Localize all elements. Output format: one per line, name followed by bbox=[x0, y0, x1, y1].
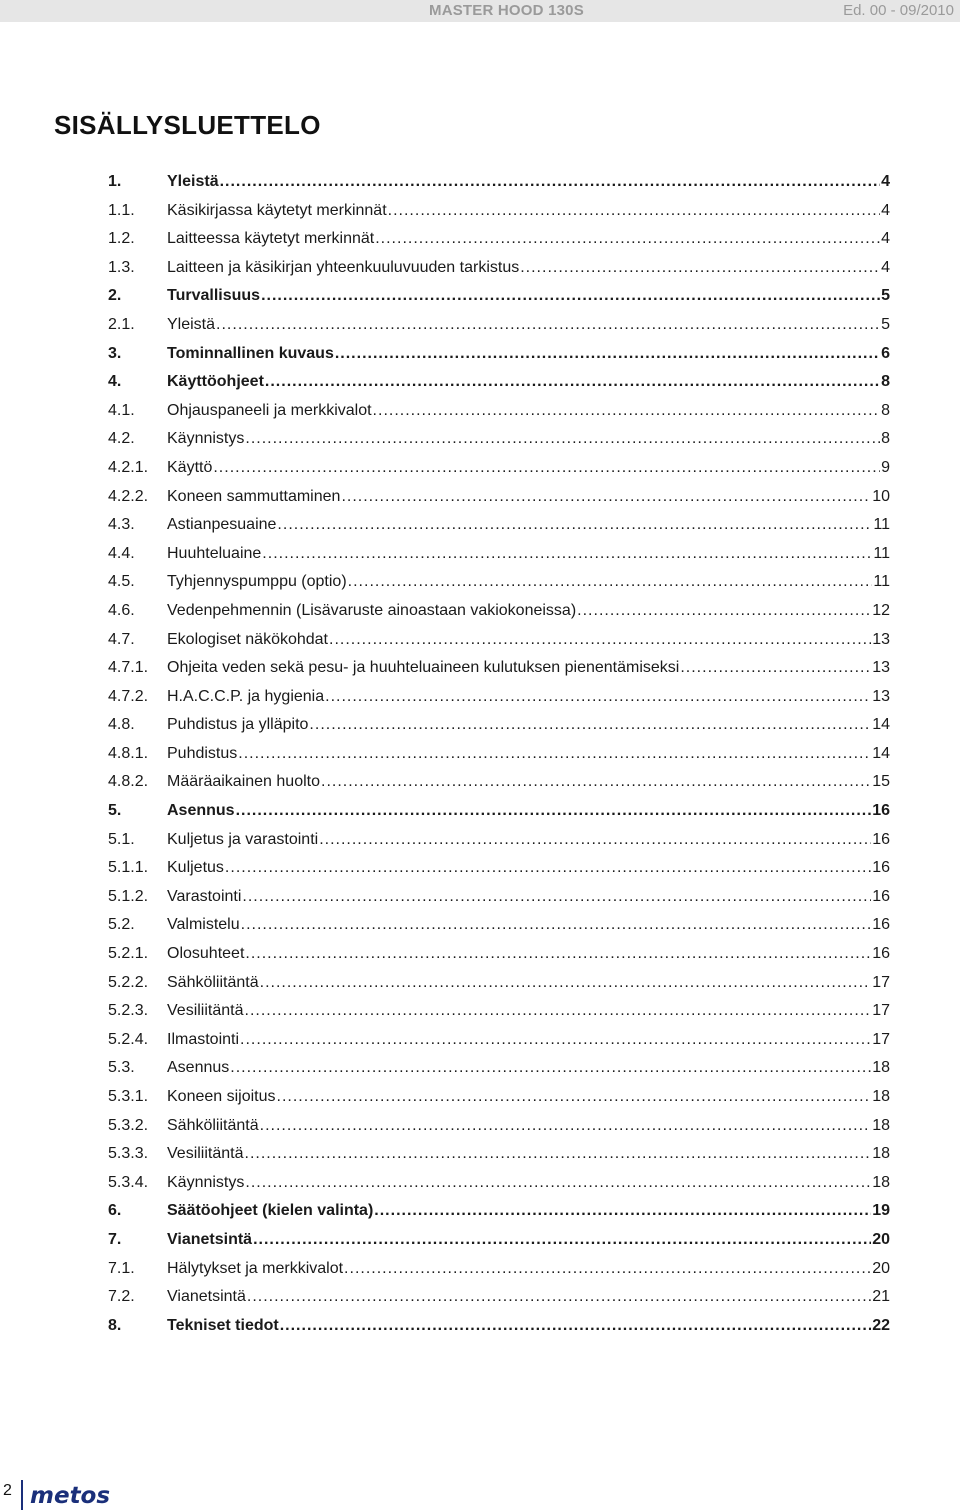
toc-entry-page: 17 bbox=[872, 973, 890, 991]
toc-entry-number: 5.1.2. bbox=[108, 887, 149, 905]
toc-entry[interactable] bbox=[108, 311, 890, 340]
toc-entry[interactable] bbox=[108, 282, 890, 311]
toc-leader-dots bbox=[216, 311, 880, 340]
toc-entry-title: Tominnallinen kuvaus bbox=[167, 344, 334, 362]
page-number: 2 bbox=[3, 1482, 12, 1499]
toc-entry-page: 6 bbox=[881, 344, 890, 362]
toc-entry[interactable] bbox=[108, 969, 890, 998]
toc-entry[interactable] bbox=[108, 540, 890, 569]
toc-entry-page: 16 bbox=[872, 830, 890, 848]
toc-entry-title: Vesiliitäntä bbox=[167, 1002, 244, 1020]
toc-entry[interactable] bbox=[108, 940, 890, 969]
toc-leader-dots bbox=[319, 826, 871, 855]
toc-leader-dots bbox=[240, 1026, 871, 1055]
toc-entry-number: 5.1.1. bbox=[108, 859, 149, 877]
toc-entry-number: 4.7.2. bbox=[108, 687, 149, 705]
toc-entry-number: 2. bbox=[108, 287, 122, 305]
toc-entry-number: 4.5. bbox=[108, 573, 135, 591]
page-header bbox=[0, 0, 960, 22]
edition-label: Ed. 00 - 09/2010 bbox=[843, 2, 954, 19]
toc-entry-number: 5.2.4. bbox=[108, 1030, 149, 1048]
toc-entry-title: Asennus bbox=[167, 1059, 230, 1077]
toc-entry-title: Koneen sammuttaminen bbox=[167, 487, 341, 505]
toc-entry-number: 1.1. bbox=[108, 201, 135, 219]
toc-entry-page: 21 bbox=[872, 1288, 890, 1306]
toc-leader-dots bbox=[680, 654, 871, 683]
toc-leader-dots bbox=[225, 854, 871, 883]
toc-entry-number: 4.7.1. bbox=[108, 659, 149, 677]
toc-entry-page: 14 bbox=[872, 716, 890, 734]
toc-entry-title: Kuljetus bbox=[167, 859, 224, 877]
toc-entry-page: 19 bbox=[872, 1202, 890, 1220]
toc-entry[interactable] bbox=[108, 797, 890, 826]
toc-entry-title: Vianetsintä bbox=[167, 1288, 246, 1306]
toc-entry[interactable] bbox=[108, 254, 890, 283]
toc-entry-page: 9 bbox=[881, 458, 890, 476]
toc-entry-number: 3. bbox=[108, 344, 122, 362]
toc-entry[interactable] bbox=[108, 197, 890, 226]
toc-leader-dots bbox=[277, 511, 872, 540]
toc-entry-title: Varastointi bbox=[167, 887, 242, 905]
toc-leader-dots bbox=[230, 1054, 871, 1083]
toc-leader-dots bbox=[265, 368, 880, 397]
toc-entry-page: 16 bbox=[872, 802, 890, 820]
toc-entry-title: Yleistä bbox=[167, 173, 219, 190]
toc-entry-title: Sähköliitäntä bbox=[167, 1116, 259, 1134]
toc-entry-page: 16 bbox=[872, 945, 890, 963]
toc-entry-number: 4.2.1. bbox=[108, 458, 149, 476]
toc-leader-dots bbox=[335, 340, 880, 369]
toc-entry-title: Valmistelu bbox=[167, 916, 240, 934]
toc-leader-dots bbox=[247, 1283, 871, 1312]
toc-entry[interactable] bbox=[108, 1283, 890, 1312]
toc-entry-number: 4.6. bbox=[108, 601, 135, 619]
toc-entry-page: 20 bbox=[872, 1259, 890, 1277]
toc-entry[interactable] bbox=[108, 654, 890, 683]
toc-entry[interactable] bbox=[108, 1312, 890, 1341]
toc-entry[interactable] bbox=[108, 854, 890, 883]
toc-entry-page: 16 bbox=[872, 916, 890, 934]
toc-leader-dots bbox=[329, 626, 871, 655]
toc-entry-number: 5.2.3. bbox=[108, 1002, 149, 1020]
toc-leader-dots bbox=[238, 740, 871, 769]
toc-entry-page: 14 bbox=[872, 744, 890, 762]
toc-entry[interactable] bbox=[108, 340, 890, 369]
toc-leader-dots bbox=[277, 1083, 872, 1112]
toc-leader-dots bbox=[241, 911, 872, 940]
toc-leader-dots bbox=[262, 540, 872, 569]
toc-entry[interactable] bbox=[108, 683, 890, 712]
toc-entry-number: 4.8. bbox=[108, 716, 135, 734]
toc-entry-title: Huuhteluaine bbox=[167, 544, 262, 562]
toc-leader-dots bbox=[245, 940, 871, 969]
toc-entry-title: Astianpesuaine bbox=[167, 516, 277, 534]
toc-entry-number: 4.1. bbox=[108, 401, 135, 419]
toc-entry[interactable] bbox=[108, 997, 890, 1026]
toc-leader-dots bbox=[220, 168, 881, 197]
toc-entry-page: 8 bbox=[881, 373, 890, 391]
toc-entry-page: 5 bbox=[881, 315, 890, 333]
toc-leader-dots bbox=[242, 883, 871, 912]
toc-entry-title: Sähköliitäntä bbox=[167, 973, 259, 991]
toc-entry[interactable] bbox=[108, 740, 890, 769]
toc-entry-page: 8 bbox=[881, 401, 890, 419]
toc-entry-title: Yleistä bbox=[167, 315, 216, 333]
toc-entry-page: 16 bbox=[872, 859, 890, 877]
toc-entry-number: 5.2. bbox=[108, 916, 135, 934]
toc-entry-number: 7.1. bbox=[108, 1259, 135, 1277]
toc-leader-dots bbox=[309, 711, 871, 740]
toc-leader-dots bbox=[321, 768, 871, 797]
toc-entry-page: 18 bbox=[872, 1116, 890, 1134]
toc-entry-title: Käynnistys bbox=[167, 430, 245, 448]
toc-entry-number: 5.2.2. bbox=[108, 973, 149, 991]
toc-entry-title: Tekniset tiedot bbox=[167, 1316, 279, 1334]
toc-entry-page: 8 bbox=[881, 430, 890, 448]
toc-leader-dots bbox=[373, 397, 881, 426]
toc-entry-page: 4 bbox=[881, 201, 890, 219]
toc-leader-dots bbox=[261, 282, 880, 311]
toc-entry-title: Laitteessa käytetyt merkinnät bbox=[167, 230, 375, 248]
toc-entry-number: 1.3. bbox=[108, 258, 135, 276]
toc-entry[interactable] bbox=[108, 768, 890, 797]
toc-entry-title: Käynnistys bbox=[167, 1173, 245, 1191]
toc-entry-number: 4.8.1. bbox=[108, 744, 149, 762]
toc-entry[interactable] bbox=[108, 711, 890, 740]
toc-entry-title: Säätöohjeet (kielen valinta) bbox=[167, 1202, 374, 1220]
toc-leader-dots bbox=[344, 1255, 871, 1284]
document-title: MASTER HOOD 130S bbox=[429, 2, 584, 19]
toc-entry-number: 4.8.2. bbox=[108, 773, 149, 791]
toc-leader-dots bbox=[388, 197, 880, 226]
toc-leader-dots bbox=[375, 225, 880, 254]
toc-entry-page: 16 bbox=[872, 887, 890, 905]
toc-entry-number: 5.2.1. bbox=[108, 945, 149, 963]
toc-entry[interactable] bbox=[108, 1226, 890, 1255]
toc-leader-dots bbox=[260, 969, 872, 998]
toc-entry[interactable] bbox=[108, 911, 890, 940]
toc-leader-dots bbox=[213, 454, 880, 483]
toc-entry-page: 13 bbox=[872, 630, 890, 648]
toc-entry-number: 4.2. bbox=[108, 430, 135, 448]
toc-leader-dots bbox=[374, 1197, 871, 1226]
metos-logo bbox=[30, 1486, 150, 1506]
toc-entry-title: Ekologiset näkökohdat bbox=[167, 630, 328, 648]
toc-entry-page: 18 bbox=[872, 1145, 890, 1163]
toc-entry-title: Käyttö bbox=[167, 458, 213, 476]
toc-entry-page: 18 bbox=[872, 1059, 890, 1077]
toc-entry-title: Asennus bbox=[167, 802, 235, 820]
toc-leader-dots bbox=[341, 483, 871, 512]
toc-entry-number: 5.3.3. bbox=[108, 1145, 149, 1163]
toc-entry[interactable] bbox=[108, 883, 890, 912]
toc-entry-page: 22 bbox=[872, 1316, 890, 1334]
toc-entry-page: 4 bbox=[881, 173, 890, 190]
page-footer bbox=[0, 1480, 960, 1510]
footer-divider bbox=[21, 1480, 23, 1510]
toc-entry[interactable] bbox=[108, 425, 890, 454]
toc-entry-title: Tyhjennyspumppu (optio) bbox=[167, 573, 347, 591]
toc-entry-number: 1.2. bbox=[108, 230, 135, 248]
toc-entry-title: Laitteen ja käsikirjan yhteenkuuluvuuden tarkistus bbox=[167, 258, 520, 276]
toc-entry-number: 6. bbox=[108, 1202, 122, 1220]
toc-entry-page: 18 bbox=[872, 1173, 890, 1191]
toc-entry-number: 4.3. bbox=[108, 516, 135, 534]
toc-entry-number: 5.1. bbox=[108, 830, 135, 848]
toc-entry-page: 11 bbox=[873, 516, 890, 534]
toc-entry-number: 7.2. bbox=[108, 1288, 135, 1306]
toc-entry[interactable] bbox=[108, 168, 890, 197]
toc-entry-page: 11 bbox=[873, 573, 890, 591]
toc-entry-page: 20 bbox=[872, 1230, 890, 1248]
toc-entry-number: 4.4. bbox=[108, 544, 135, 562]
toc-entry-page: 18 bbox=[872, 1088, 890, 1105]
toc-entry-number: 5.3. bbox=[108, 1059, 135, 1077]
toc-entry-number: 8. bbox=[108, 1316, 122, 1334]
toc-entry-number: 2.1. bbox=[108, 315, 135, 333]
toc-entry-title: Kuljetus ja varastointi bbox=[167, 830, 319, 848]
toc-entry-number: 5. bbox=[108, 802, 122, 820]
toc-entry-number: 4.2.2. bbox=[108, 487, 149, 505]
toc-entry-number: 7. bbox=[108, 1230, 122, 1248]
toc-leader-dots bbox=[245, 1169, 871, 1198]
toc-entry-number: 1. bbox=[108, 173, 122, 190]
toc-leader-dots bbox=[245, 425, 880, 454]
toc-entry[interactable] bbox=[108, 1140, 890, 1169]
toc-entry[interactable] bbox=[108, 1026, 890, 1055]
toc-entry-title: Koneen sijoitus bbox=[167, 1088, 276, 1105]
toc-entry-page: 17 bbox=[872, 1002, 890, 1020]
toc-entry[interactable] bbox=[108, 597, 890, 626]
toc-entry-title: Puhdistus ja ylläpito bbox=[167, 716, 309, 734]
toc-entry-page: 13 bbox=[872, 687, 890, 705]
toc-entry-title: Käsikirjassa käytetyt merkinnät bbox=[167, 201, 387, 219]
toc-entry-title: Puhdistus bbox=[167, 744, 238, 762]
toc-leader-dots bbox=[260, 1112, 872, 1141]
toc-entry-title: Hälytykset ja merkkivalot bbox=[167, 1259, 344, 1277]
toc-entry-title: H.A.C.C.P. ja hygienia bbox=[167, 687, 325, 705]
toc-entry-title: Vesiliitäntä bbox=[167, 1145, 244, 1163]
toc-leader-dots bbox=[280, 1312, 871, 1341]
toc-leader-dots bbox=[253, 1226, 871, 1255]
toc-entry-title: Ilmastointi bbox=[167, 1030, 240, 1048]
toc-entry[interactable] bbox=[108, 1169, 890, 1198]
toc-entry[interactable] bbox=[108, 626, 890, 655]
toc-entry[interactable] bbox=[108, 826, 890, 855]
toc-entry-number: 5.3.4. bbox=[108, 1173, 149, 1191]
toc-entry[interactable] bbox=[108, 1197, 890, 1226]
page-title: SISÄLLYSLUETTELO bbox=[54, 110, 321, 140]
toc-entry-title: Ohjeita veden sekä pesu- ja huuhteluaineen kulutuksen pienentämiseksi bbox=[167, 659, 680, 677]
table-of-contents bbox=[108, 168, 890, 1340]
toc-entry-page: 13 bbox=[872, 659, 890, 677]
toc-entry-page: 17 bbox=[872, 1030, 890, 1048]
logo-text: metos bbox=[30, 1486, 111, 1506]
toc-leader-dots bbox=[245, 1140, 872, 1169]
toc-entry-title: Määräaikainen huolto bbox=[167, 773, 320, 791]
toc-entry[interactable] bbox=[108, 1255, 890, 1284]
toc-leader-dots bbox=[245, 997, 872, 1026]
toc-entry-title: Olosuhteet bbox=[167, 945, 245, 963]
toc-entry-page: 10 bbox=[872, 487, 890, 505]
toc-entry-number: 5.3.1. bbox=[108, 1088, 149, 1105]
toc-entry-title: Käyttöohjeet bbox=[167, 373, 264, 391]
toc-entry-title: Turvallisuus bbox=[167, 287, 261, 305]
toc-entry-title: Vianetsintä bbox=[167, 1230, 253, 1248]
toc-leader-dots bbox=[577, 597, 871, 626]
toc-entry-number: 4.7. bbox=[108, 630, 135, 648]
toc-entry-page: 5 bbox=[881, 287, 890, 305]
toc-leader-dots bbox=[520, 254, 880, 283]
toc-entry-number: 4. bbox=[108, 373, 122, 391]
toc-entry-page: 12 bbox=[872, 601, 890, 619]
toc-entry-page: 4 bbox=[881, 230, 890, 248]
toc-entry-page: 4 bbox=[881, 258, 890, 276]
toc-leader-dots bbox=[236, 797, 872, 826]
toc-entry[interactable] bbox=[108, 225, 890, 254]
toc-entry-title: Vedenpehmennin (Lisävaruste ainoastaan vakiokoneissa) bbox=[167, 601, 577, 619]
toc-entry[interactable] bbox=[108, 1083, 890, 1112]
toc-entry[interactable] bbox=[108, 454, 890, 483]
toc-entry[interactable] bbox=[108, 483, 890, 512]
toc-entry-title: Ohjauspaneeli ja merkkivalot bbox=[167, 401, 372, 419]
toc-entry[interactable] bbox=[108, 397, 890, 426]
toc-entry[interactable] bbox=[108, 1054, 890, 1083]
toc-entry-number: 5.3.2. bbox=[108, 1116, 149, 1134]
toc-entry[interactable] bbox=[108, 1112, 890, 1141]
toc-leader-dots bbox=[325, 683, 871, 712]
toc-entry-page: 15 bbox=[872, 773, 890, 791]
toc-entry[interactable] bbox=[108, 368, 890, 397]
toc-leader-dots bbox=[348, 568, 873, 597]
toc-entry[interactable] bbox=[108, 568, 890, 597]
toc-entry-page: 11 bbox=[873, 544, 890, 562]
toc-entry[interactable] bbox=[108, 511, 890, 540]
